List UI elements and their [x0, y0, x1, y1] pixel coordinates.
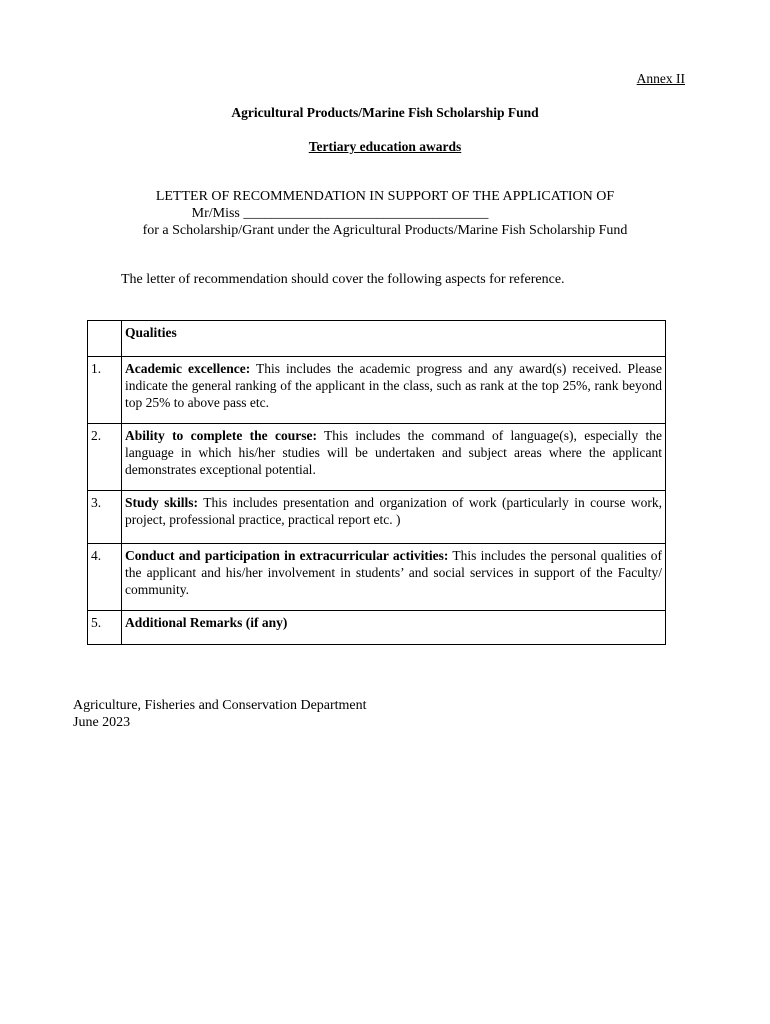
- document-title: Agricultural Products/Marine Fish Scholarship Fund: [231, 105, 539, 120]
- row-content: [122, 357, 666, 424]
- annex-label: Annex II: [636, 71, 685, 86]
- row-number: 4.: [88, 544, 122, 611]
- intro-text: The letter of recommendation should cover the following aspects for reference.: [121, 272, 565, 287]
- row-description: This includes the academic progress and any award(s) received. Please indicate the general ranking of the applicant in the class, such as rank at the top 25%, rank beyond top 25% to above pass etc.: [125, 361, 662, 410]
- table-row: [88, 424, 666, 491]
- applicant-name-line: Mr/Miss ___________________________________: [191, 206, 489, 221]
- qualities-table: [87, 320, 666, 645]
- letter-heading-line3: for a Scholarship/Grant under the Agricultural Products/Marine Fish Scholarship Fund: [142, 223, 628, 238]
- qualities-header: Qualities: [125, 325, 177, 340]
- row-heading: Additional Remarks (if any): [125, 615, 288, 630]
- letter-heading-line1: LETTER OF RECOMMENDATION IN SUPPORT OF THE APPLICATION OF: [155, 189, 615, 204]
- table-header-row: [88, 321, 666, 357]
- row-number: 3.: [88, 491, 122, 544]
- row-description: This includes presentation and organization of work (particularly in course work, project, professional practice, practical report etc. ): [125, 495, 662, 527]
- row-number: 5.: [88, 611, 122, 645]
- document-subtitle: Tertiary education awards: [308, 139, 462, 154]
- table-row: [88, 357, 666, 424]
- table-header-cell: [122, 321, 666, 357]
- row-number: 2.: [88, 424, 122, 491]
- row-content: [122, 424, 666, 491]
- table-header-num-cell: [88, 321, 122, 357]
- department-name: Agriculture, Fisheries and Conservation Department: [73, 698, 367, 713]
- row-heading: Academic excellence:: [125, 361, 251, 376]
- row-number: 1.: [88, 357, 122, 424]
- table-row: [88, 491, 666, 544]
- row-description: This includes the command of language(s), especially the language in which his/her studies will be undertaken and subject areas where the applicant demonstrates exceptional potential.: [125, 428, 662, 477]
- row-heading: Study skills:: [125, 495, 198, 510]
- row-content: [122, 544, 666, 611]
- table-row: [88, 611, 666, 645]
- document-date: June 2023: [73, 715, 131, 730]
- row-content: [122, 611, 666, 645]
- row-content: [122, 491, 666, 544]
- table-row: [88, 544, 666, 611]
- footer: [73, 697, 367, 731]
- letter-heading: [0, 188, 770, 239]
- row-description: This includes the personal qualities of the applicant and his/her involvement in students’ and social services in support of the Faculty/ community.: [125, 548, 662, 597]
- row-heading: Ability to complete the course:: [125, 428, 317, 443]
- row-heading: Conduct and participation in extracurricular activities:: [125, 548, 449, 563]
